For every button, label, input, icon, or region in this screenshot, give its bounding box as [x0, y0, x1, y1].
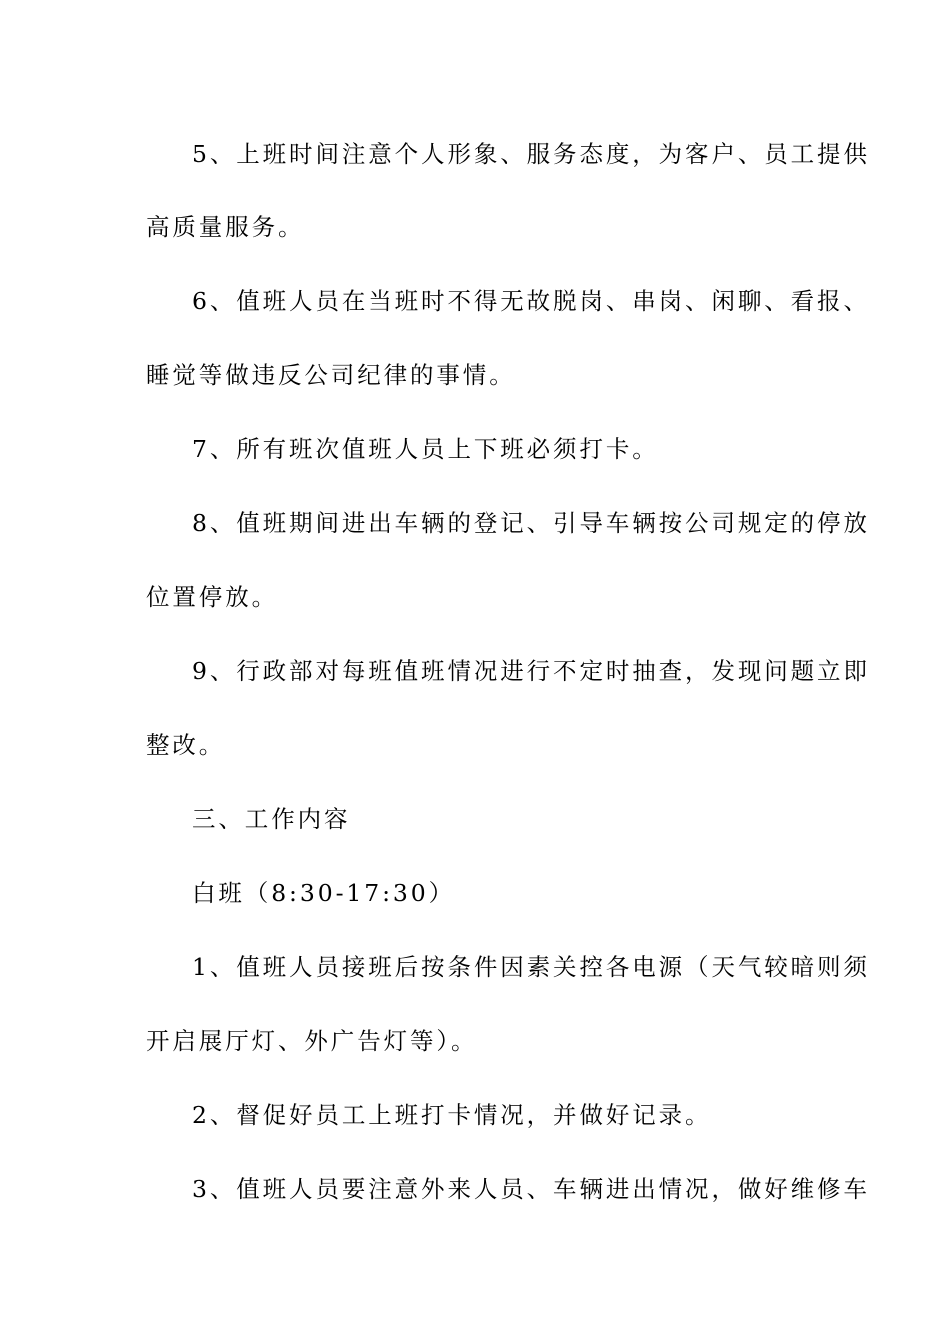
paragraph-duty-1-line-1: 1、值班人员接班后按条件因素关控各电源（天气较暗则须: [192, 953, 870, 981]
paragraph-rule-6-line-2: 睡觉等做违反公司纪律的事情。: [146, 361, 516, 389]
section-heading-work-content: 三、工作内容: [192, 805, 351, 833]
paragraph-rule-6-line-1: 6、值班人员在当班时不得无故脱岗、串岗、闲聊、看报、: [192, 287, 870, 315]
subheading-day-shift: 白班（8:30-17:30）: [192, 879, 456, 907]
paragraph-rule-8-line-2: 位置停放。: [146, 583, 278, 611]
paragraph-rule-5-line-2: 高质量服务。: [146, 213, 305, 241]
paragraph-rule-5-line-1: 5、上班时间注意个人形象、服务态度，为客户、员工提供: [192, 140, 870, 168]
paragraph-rule-7: 7、所有班次值班人员上下班必须打卡。: [192, 435, 659, 463]
paragraph-duty-3-line-1: 3、值班人员要注意外来人员、车辆进出情况，做好维修车: [192, 1175, 870, 1203]
paragraph-duty-2: 2、督促好员工上班打卡情况，并做好记录。: [192, 1101, 712, 1129]
paragraph-rule-8-line-1: 8、值班期间进出车辆的登记、引导车辆按公司规定的停放: [192, 509, 870, 537]
paragraph-rule-9-line-1: 9、行政部对每班值班情况进行不定时抽查，发现问题立即: [192, 657, 870, 685]
paragraph-duty-1-line-2: 开启展厅灯、外广告灯等）。: [146, 1027, 478, 1055]
paragraph-rule-9-line-2: 整改。: [146, 731, 226, 759]
